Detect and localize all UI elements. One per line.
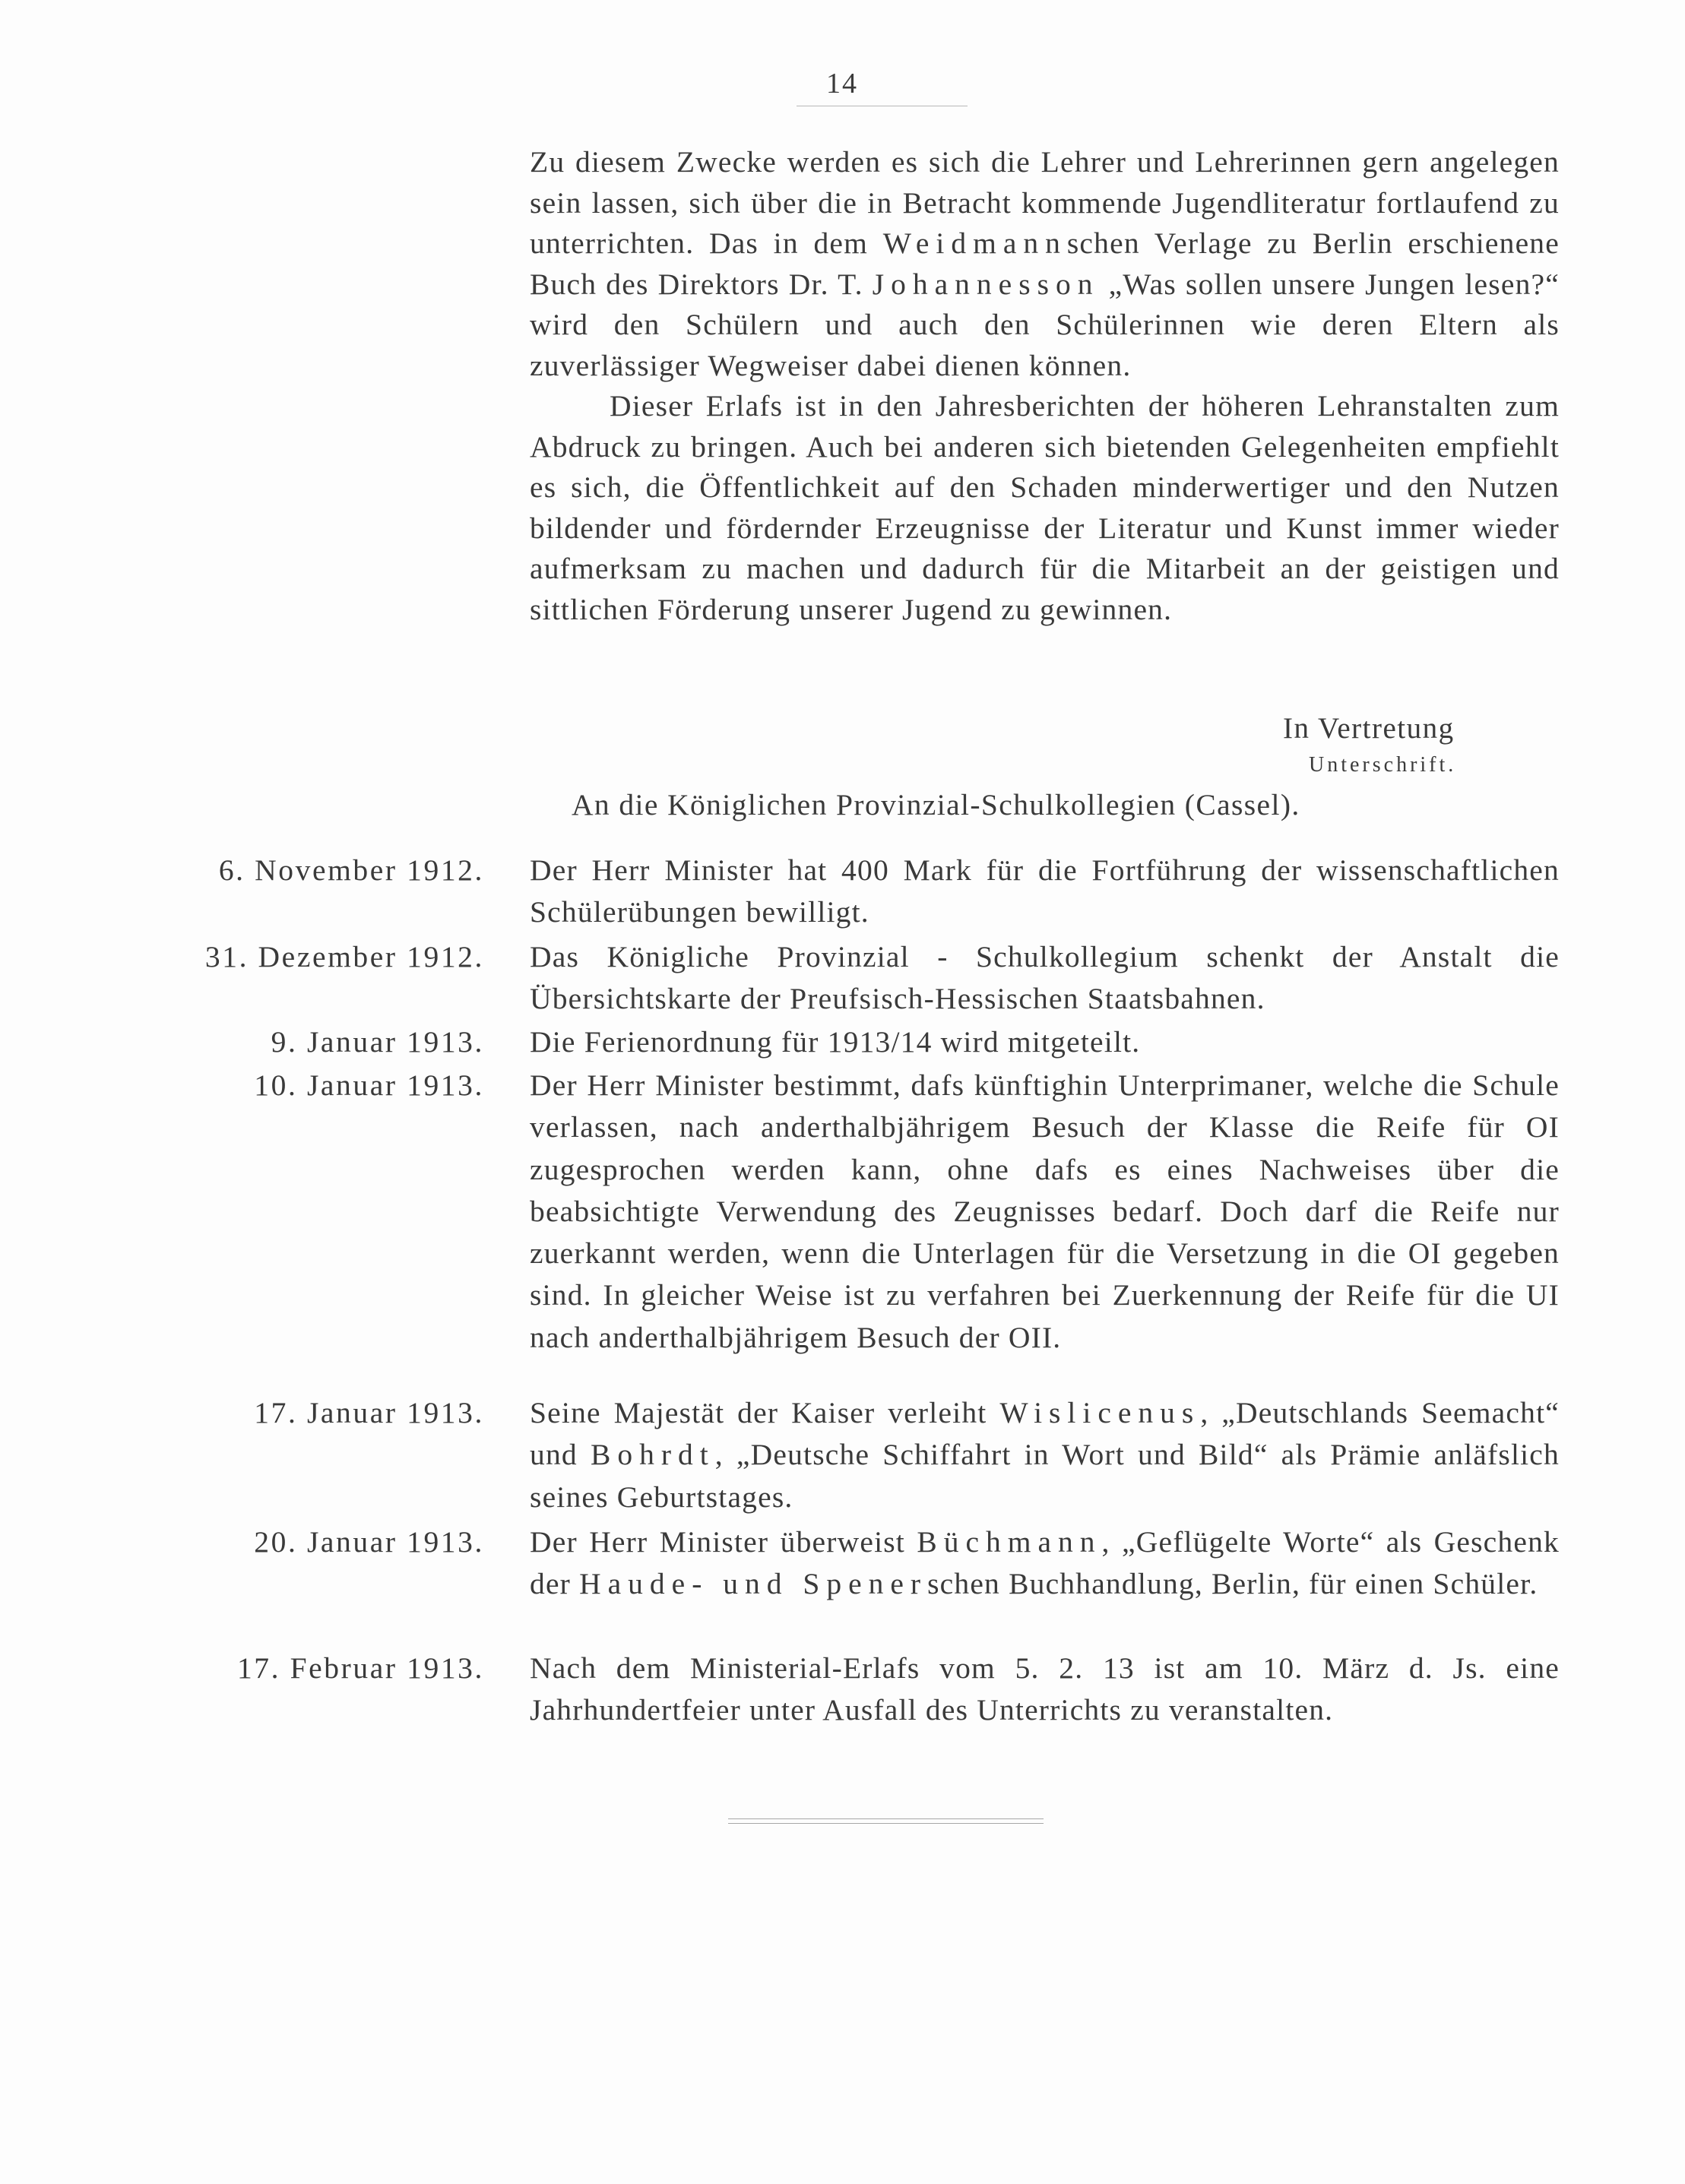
- entry-text: Nach dem Ministerial-Erlafs vom 5. 2. 13 ist am 10. März d. Js. eine Jahrhundertfeier unter Ausfall des Unterrichts zu veranstalten.: [530, 1651, 1560, 1727]
- author-name: Wislicenus: [999, 1396, 1201, 1429]
- signature-note: Unterschrift.: [1309, 753, 1457, 777]
- letter-body: [530, 142, 1560, 630]
- entry-date: 17. Januar 1913.: [254, 1396, 484, 1429]
- author-name: Büchmann: [917, 1525, 1102, 1559]
- publisher-name: Haude- und Spener: [579, 1567, 928, 1601]
- page-number: 14: [826, 68, 858, 100]
- entry-text: Der Herr Minister bestimmt, dafs künftighin Unterprimaner, welche die Schule verlassen, nach anderthalbjährigem Besuch der Klasse die Reife für OI zugesprochen werden kann, ohne dafs es eines Nachweises über die beabsichtigte Verwendung des Zeugnisses bedarf. Doch darf die Reife nur zuerkannt werden, wenn die Unterlagen für die Versetzung in die OI gegeben sind. In gleicher Weise ist zu verfahren bei Zuerkennung der Reife für die UI nach anderthalbjährigem Besuch der OII.: [530, 1068, 1560, 1354]
- closing-line: In Vertretung: [1283, 712, 1455, 745]
- addressee-line: An die Königlichen Provinzial-Schulkollegien (Cassel).: [572, 788, 1300, 821]
- footer-rule: [728, 1818, 1044, 1824]
- author-name: Johannesson: [872, 267, 1100, 301]
- author-name: Bohrdt: [590, 1438, 715, 1472]
- entry-date: 10. Januar 1913.: [254, 1068, 484, 1102]
- entry-date: 9. Januar 1913.: [271, 1025, 484, 1059]
- entry-date: 20. Januar 1913.: [254, 1525, 484, 1559]
- entry-text: Die Ferienordnung für 1913/14 wird mitgeteilt.: [530, 1025, 1141, 1059]
- letter-paragraph-2: Dieser Erlafs ist in den Jahresberichten der höheren Lehranstalten zum Abdruck zu bringen. Auch bei anderen sich bietenden Gelegenheiten empfiehlt es sich, die Öffentlichkeit auf den Schaden minderwertiger und den Nutzen bildender und fördernder Erzeugnisse der Literatur und Kunst immer wieder aufmerksam zu machen und dadurch für die Mitarbeit an der geistigen und sittlichen Förderung unserer Jugend zu gewinnen.: [530, 389, 1560, 626]
- entry-date: 17. Februar 1913.: [236, 1651, 484, 1685]
- entry-text: Der Herr Minister hat 400 Mark für die Fortführung der wissenschaftlichen Schülerübungen bewilligt.: [530, 853, 1560, 929]
- entry-text: Der Herr Minister überweist Büchmann, „Geflügelte Worte“ als Geschenk der Haude- und Spenerschen Buchhandlung, Berlin, für einen Schüler.: [530, 1525, 1560, 1601]
- entry-date: 6. November 1912.: [218, 853, 484, 887]
- publisher-name: Weidmann: [882, 226, 1067, 260]
- entry-text: Das Königliche Provinzial - Schulkollegium schenkt der Anstalt die Übersichtskarte der Preufsisch-Hessischen Staatsbahnen.: [530, 940, 1560, 1016]
- entry-date: 31. Dezember 1912.: [204, 940, 484, 973]
- letter-paragraph-1: Zu diesem Zwecke werden es sich die Lehrer und Lehrerinnen gern angelegen sein lassen, sich über die in Betracht kommende Jugendliteratur fortlaufend zu unterrichten. Das in dem Weidmannschen Verlage zu Berlin erschienene Buch des Direktors Dr. T. Johannesson „Was sollen unsere Jungen lesen?“ wird den Schülern und auch den Schülerinnen wie deren Eltern als zuverlässiger Wegweiser dabei dienen können.: [530, 145, 1560, 382]
- entry-text: Seine Majestät der Kaiser verleiht Wislicenus, „Deutschlands Seemacht“ und Bohrdt, „Deutsche Schiffahrt in Wort und Bild“ als Prämie anläfslich seines Geburtstages.: [530, 1396, 1560, 1514]
